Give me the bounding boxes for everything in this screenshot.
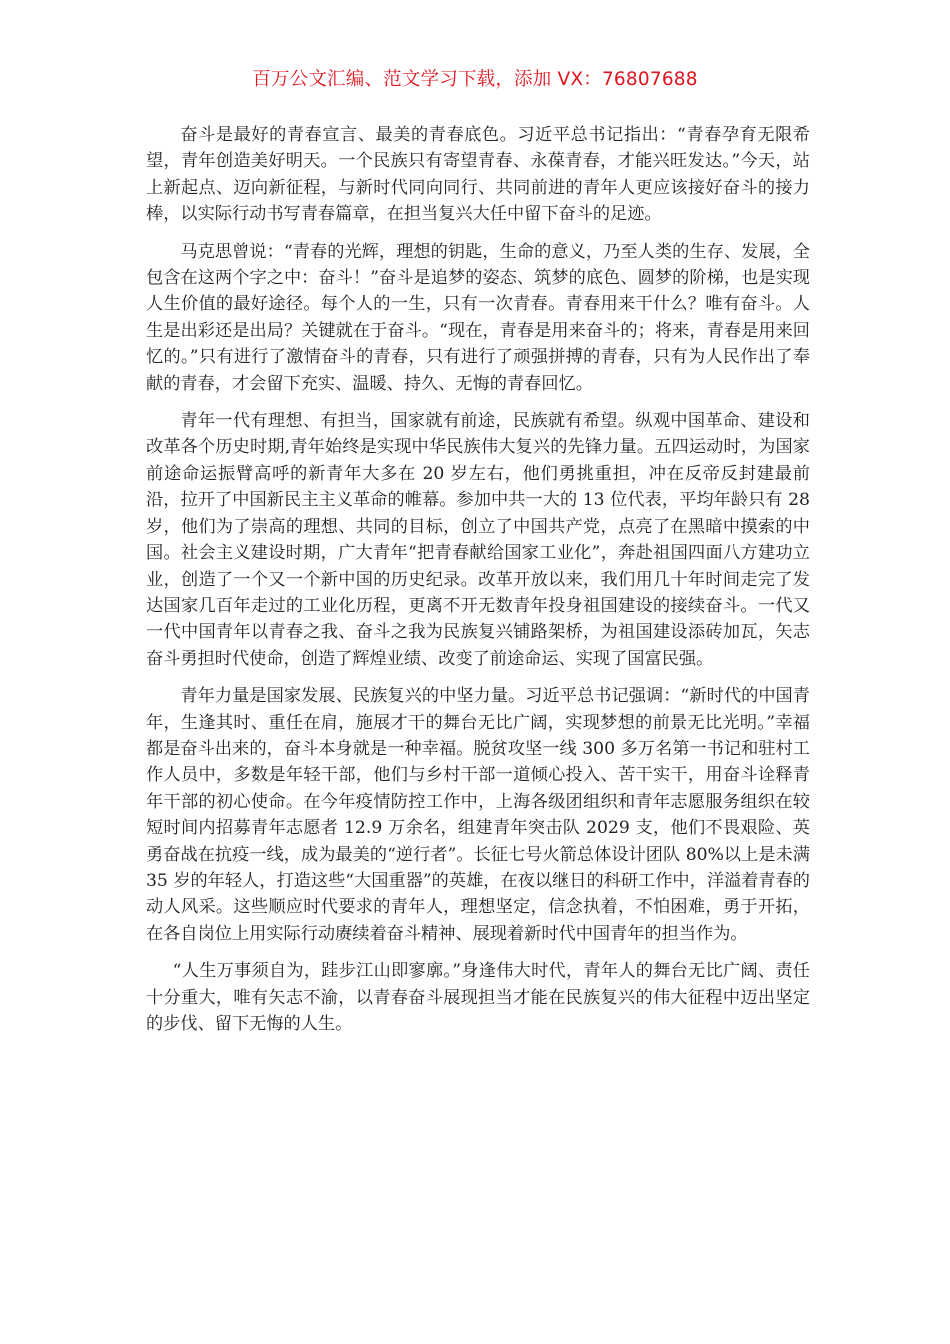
article-body xyxy=(146,122,810,1048)
paragraph-1: 奋斗是最好的青春宣言、最美的青春底色。习近平总书记指出：“青春孕育无限希望，青年创造美好明天。一个民族只有寄望青春、永葆青春，才能兴旺发达。”今天，站上新起点、迈向新征程，与新时代同向同行、共同前进的青年人更应该接好奋斗的接力棒，以实际行动书写青春篇章，在担当复兴大任中留下奋斗的足迹。 xyxy=(146,125,810,225)
paragraph-4: 青年力量是国家发展、民族复兴的中坚力量。习近平总书记强调：“新时代的中国青年，生逢其时、重任在肩，施展才干的舞台无比广阔，实现梦想的前景无比光明。”幸福都是奋斗出来的，奋斗本身就是一种幸福。脱贫攻坚一线 300 多万名第一书记和驻村工作人员中，多数是年轻干部，他们与乡村干部一道倾心投入、苦干实干，用奋斗诠释青年干部的初心使命。在今年疫情防控工作中，上海各级团组织和青年志愿服务组织在较短时间内招募青年志愿者 12.9 万余名，组建青年突击队 2029 支，他们不畏艰险、英勇奋战在抗疫一线，成为最美的“逆行者”。长征七号火箭总体设计团队 80%以上是未满 35 岁的年轻人，打造这些“大国重器”的英雄，在夜以继日的科研工作中，洋溢着青春的动人风采。这些顺应时代要求的青年人，理想坚定，信念执着，不怕困难，勇于开拓，在各自岗位上用实际行动赓续着奋斗精神、展现着新时代中国青年的担当作为。 xyxy=(146,686,810,944)
paragraph-3: 青年一代有理想、有担当，国家就有前途，民族就有希望。纵观中国革命、建设和改革各个历史时期,青年始终是实现中华民族伟大复兴的先锋力量。五四运动时，为国家前途命运振臂高呼的新青年大多在 20 岁左右，他们勇挑重担，冲在反帝反封建最前沿，拉开了中国新民主主义革命的帷幕。参加中共一大的 13 位代表，平均年龄只有 28 岁，他们为了崇高的理想、共同的目标，创立了中国共产党，点亮了在黑暗中摸索的中国。社会主义建设时期，广大青年“把青春献给国家工业化”，奔赴祖国四面八方建功立业，创造了一个又一个新中国的历史纪录。改革开放以来，我们用几十年时间走完了发达国家几百年走过的工业化历程，更离不开无数青年投身祖国建设的接续奋斗。一代又一代中国青年以青春之我、奋斗之我为民族复兴铺路架桥，为祖国建设添砖加瓦，矢志奋斗勇担时代使命，创造了辉煌业绩、改变了前途命运、实现了国富民强。 xyxy=(146,411,810,669)
paragraph-2: 马克思曾说：“青春的光辉，理想的钥匙，生命的意义，乃至人类的生存、发展，全包含在这两个字之中：奋斗！”奋斗是追梦的姿态、筑梦的底色、圆梦的阶梯，也是实现人生价值的最好途径。每个人的一生，只有一次青春。青春用来干什么？唯有奋斗。人生是出彩还是出局？关键就在于奋斗。“现在，青春是用来奋斗的；将来，青春是用来回忆的。”只有进行了激情奋斗的青春，只有进行了顽强拼搏的青春，只有为人民作出了奉献的青春，才会留下充实、温暖、持久、无悔的青春回忆。 xyxy=(146,241,810,394)
paragraph-5: “人生万事须自为，跬步江山即寥廓。”身逢伟大时代，青年人的舞台无比广阔、责任十分重大，唯有矢志不渝，以青春奋斗展现担当才能在民族复兴的伟大征程中迈出坚定的步伐、留下无悔的人生。 xyxy=(146,961,810,1034)
header-banner: 百万公文汇编、范文学习下载，添加 VX：76807688 xyxy=(252,69,698,90)
